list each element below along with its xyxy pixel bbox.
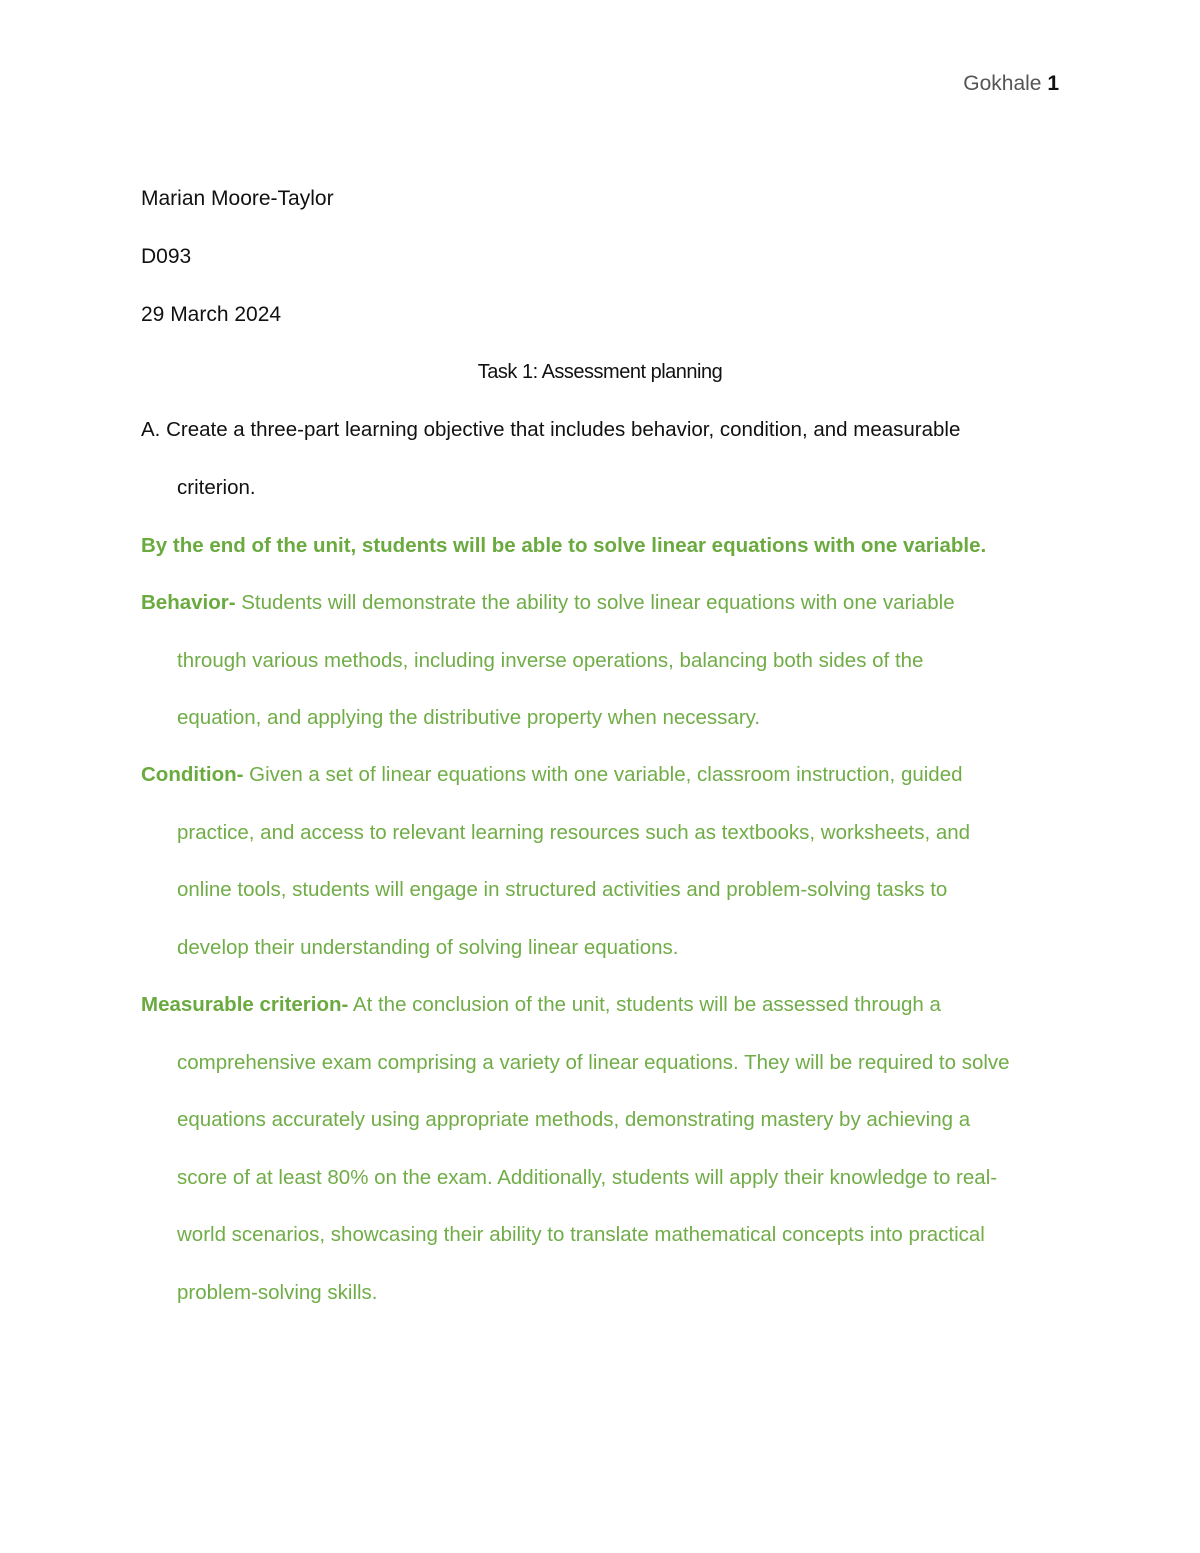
criterion-line: comprehensive exam comprising a variety of linear equations. They will be required to solve bbox=[177, 1050, 1010, 1074]
behavior-text: Students will demonstrate the ability to solve linear equations with one variable bbox=[235, 591, 955, 614]
criterion-paragraph bbox=[141, 976, 1061, 1322]
criterion-text: At the conclusion of the unit, students will be assessed through a bbox=[348, 993, 941, 1016]
condition-line: practice, and access to relevant learning resources such as textbooks, worksheets, and bbox=[177, 820, 971, 844]
condition-line bbox=[141, 746, 1061, 804]
condition-line: develop their understanding of solving linear equations. bbox=[177, 935, 679, 959]
behavior-line: through various methods, including inverse operations, balancing both sides of the bbox=[177, 648, 924, 672]
condition-label: Condition- bbox=[141, 763, 244, 786]
condition-line: online tools, students will engage in structured activities and problem-solving tasks to bbox=[177, 878, 948, 902]
course-code: D093 bbox=[141, 245, 192, 268]
page-header bbox=[963, 72, 1059, 96]
condition-text: Given a set of linear equations with one variable, classroom instruction, guided bbox=[243, 763, 963, 786]
document-title: Task 1: Assessment planning bbox=[477, 361, 723, 383]
condition-paragraph bbox=[141, 746, 1061, 976]
prompt-paragraph bbox=[141, 401, 1061, 516]
criterion-line: problem-solving skills. bbox=[177, 1280, 378, 1304]
criterion-line: world scenarios, showcasing their ability to translate mathematical concepts into practical bbox=[177, 1223, 985, 1247]
author-name: Marian Moore-Taylor bbox=[141, 187, 334, 210]
prompt-line: criterion. bbox=[177, 475, 256, 499]
behavior-label: Behavior- bbox=[141, 591, 236, 614]
objective-statement bbox=[141, 517, 1061, 575]
criterion-line bbox=[141, 976, 1061, 1034]
prompt-line: A. Create a three-part learning objective that includes behavior, condition, and measurable bbox=[141, 418, 961, 441]
header-surname: Gokhale bbox=[963, 72, 1042, 95]
behavior-paragraph bbox=[141, 574, 1061, 747]
criterion-line: equations accurately using appropriate methods, demonstrating mastery by achieving a bbox=[177, 1108, 971, 1132]
objective-line: By the end of the unit, students will be able to solve linear equations with one variable. bbox=[141, 534, 987, 557]
document-date: 29 March 2024 bbox=[141, 303, 282, 326]
criterion-line: score of at least 80% on the exam. Additionally, students will apply their knowledge to real- bbox=[177, 1165, 998, 1189]
criterion-label: Measurable criterion- bbox=[141, 993, 349, 1016]
page-number: 1 bbox=[1047, 72, 1059, 95]
behavior-line: equation, and applying the distributive property when necessary. bbox=[177, 706, 761, 730]
behavior-line bbox=[141, 574, 1061, 632]
